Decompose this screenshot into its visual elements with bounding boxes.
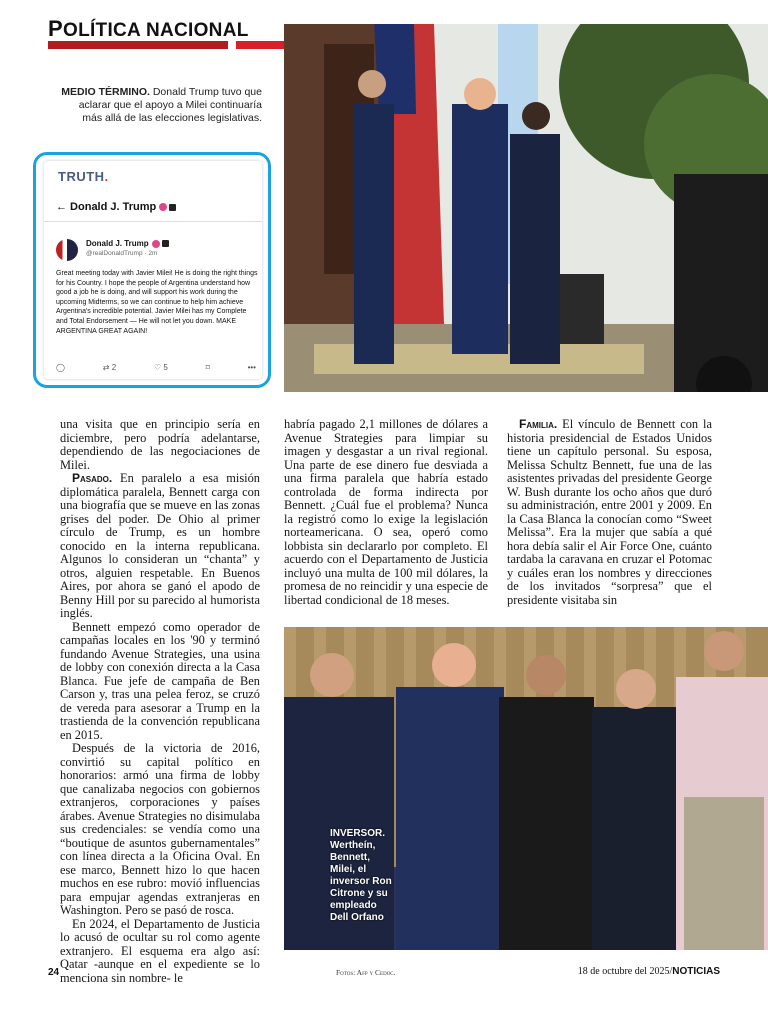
like-count: 5 [163,363,168,372]
truth-logo-text: TRUTH [58,169,105,184]
section-rule [48,41,228,49]
paragraph-kicker: Familia. [519,417,558,431]
bookmark-icon: ⌑ [205,363,210,372]
like-action [154,363,168,372]
reply-icon: ◯ [56,363,65,372]
article-column-3 [507,418,712,607]
verified-icon [152,240,160,248]
photo-trump-milei [284,24,768,392]
post-author-name: Donald J. Trump [86,239,149,248]
paragraph-text: Bennett empezó como operador de campañas locales en los '90 y terminó fundando Avenue Strategies, una usina de lobby con conexión directa a la Casa Blanca. Fue jefe de campaña de Ben Carson y, tras una pelea feroz, se cruzó de vereda para asesorar a Trump en la trastienda de la convención republicana en 2015. [60,619,260,742]
badge-icon [162,240,169,247]
article-column-2 [284,418,488,607]
paragraph [507,418,712,607]
photo-trump-milei-illustration [284,24,768,392]
heart-icon: ♡ [153,363,162,372]
divider [44,221,262,222]
badge-icon [169,204,176,211]
truth-social-screenshot [33,152,271,388]
paragraph-text: En 2024, el Departamento de Justicia lo acusó de ocultar su rol como agente extranjero. El esquema era algo así: Qatar -aunque en el expediente se lo menciona sin nombre- le [60,916,260,985]
paragraph-text: una visita que en principio sería en diciembre, pero podría adelantarse, dependiendo de las negociaciones de Milei. [60,417,260,472]
truth-logo-dot: . [104,169,109,184]
magazine-name: NOTICIAS [672,966,720,977]
avatar [56,239,78,261]
retruth-count: 2 [111,363,117,372]
paragraph [60,918,260,986]
section-title [48,16,249,42]
post-text: Great meeting today with Javier Milei! He is doing the right things for his Country. I hope the people of Argentina understand how good a job he is doing, and will support his work during the upcoming Midterms, so we can continue to help him achieve Argentina's incredible potential. Javier Milei has my Complete and Total Endorsement — He will not let you down. MAKE ARGENTINA GREAT AGAIN! [56,270,258,335]
paragraph-text: El vínculo de Bennett con la historia presidencial de Estados Unidos tiene un capítulo personal. Su esposa, Melissa Schultz Bennett, fue una de las asistentes privadas del presidente George W. Bush durante los ocho años que duró su administración, entre 2001 y 2009. En la Casa Blanca la conocían como “Sweet Melissa”. Era la mujer que sabía a qué hora debía salir el Air Force One, cuánto tardaba la caravana en cruzar el Potomac y cuáles eran los nombres y direcciones de los invitados “sorpresa” que el presidente visitaba sin [507,417,712,607]
issue-date-text: 18 de octubre del 2025/ [577,966,673,977]
paragraph [60,621,260,743]
accent-rule [236,41,284,49]
post-actions [56,363,256,372]
section-title-rest: OLÍTICA NACIONAL [62,20,249,41]
truth-logo [58,169,109,184]
truth-post-frame [44,161,262,379]
caption-text: Wertheín, Bennett, Milei, el inversor Ron Citrone y su empleado Dell Orfano [330,840,392,923]
issue-date [560,966,720,977]
paragraph [60,742,260,918]
article-column-1 [60,418,260,985]
more-icon: ••• [247,363,256,372]
profile-header [56,201,176,213]
paragraph-text: En paralelo a esa misión diplomática paralela, Bennett carga con una biografía que se mueve en las zonas grises del poder. De Ohio al primer círculo de Trump, es un hombre conocido en la interna republicana. Algunos lo consideran un “chanta” y otros, alguien respetable. En Buenos Aires, por ahora se ganó el apodo de Benny Hill por su parecido al humorista inglés. [60,471,260,620]
photo-caption-bottom [330,828,392,924]
paragraph [284,418,488,607]
paragraph-text: habría pagado 2,1 millones de dólares a Avenue Strategies para limpiar su imagen y desgastar a un rival regional. Una parte de ese dinero fue desviada a una firma paralela que habría estado controlada de forma indirecta por Bennett. ¿Cuál fue el problema? Nunca la registró como lo exige la legislación norteamericana. O sea, operó como lobbista sin declararlo por completo. El acuerdo con el Departamento de Justicia incluyó una multa de 100 mil dólares, la promesa de no reincidir y una especie de libertad condicional de 18 meses. [284,417,488,607]
paragraph-kicker: Pasado. [72,471,113,485]
section-title-initial: P [48,16,63,41]
post-handle: @realDonaldTrump · 2m [86,250,158,257]
retruth-action [103,363,116,372]
photo-caption-top [60,86,262,125]
paragraph [60,418,260,472]
post-author [86,239,169,248]
paragraph-text: Después de la victoria de 2016, convirtió su capital político en honorarios: armó una firma de lobby que canalizaba negocios con gobiernos extranjeros, corporaciones y países árabes. Avenue Strategies no disimulaba sus credenciales: se vendía como una “boutique de asuntos gubernamentales” con línea directa a la Oficina Oval. En ese marco, Bennett hizo lo que hacen muchos en ese rubro: movió influencias para empujar agendas extranjeras en Washington. Pero se pasó de rosca. [60,741,260,917]
paragraph [60,472,260,621]
retruth-icon: ⇄ [102,363,110,372]
caption-kicker: INVERSOR. [330,828,386,839]
page-number: 24 [48,967,60,978]
verified-icon [159,203,167,211]
profile-header-name: ← Donald J. Trump [56,201,157,213]
caption-text: Donald Trump tuvo que aclarar que el apoyo a Milei continuaría más allá de las elecciones legislativas. [78,86,262,124]
caption-kicker: MEDIO TÉRMINO. [61,86,150,98]
photo-credit: Fotos: Afp y Cedoc. [336,968,396,977]
